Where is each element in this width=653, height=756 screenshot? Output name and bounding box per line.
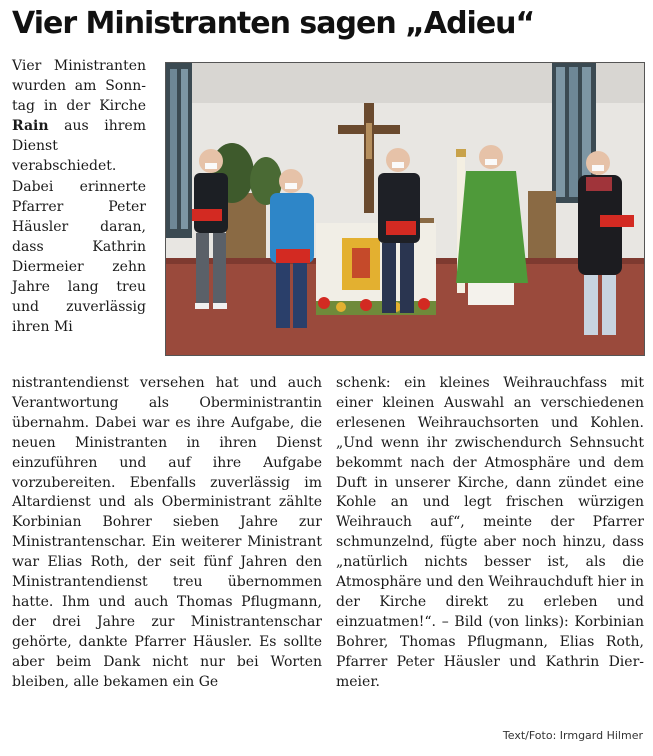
intro-text-start: Vier Ministranten wurden am Sonntag in der Kirche [12, 58, 146, 115]
church-window-left [166, 63, 192, 238]
article-column-right: schenk: ein kleines Weihrauchfass mit einer kleinen Auswahl an verschiedenen erlesenen Weihrauchsorten und Kohlen. „Und wenn ihr zwischendurch Sehnsucht bekommt nach der Atmosphäre und dem Duft in unserer Kirche, dann zündet eine Kohle an und legt frischen würzigen Weihrauch auf“, meinte der Pfarrer schmunzelnd, fügte aber noch hinzu, dass „natürlich nichts besser ist, als die Atmosphäre und den Weihrauchduft hier in der Kirche direkt zu erleben und einzuatmen!“. – Bild (von links): Korbinian Bohrer, Thomas Pflugmann, Elias Roth, Pfarrer Peter Häusler und Kathrin Diermeier. [336, 375, 644, 690]
article-headline: Vier Ministranten sagen „Adieu“ [12, 6, 535, 41]
intro-text-end: aus ihrem Dienst verabschiedet. Dabei erinnerte Pfarrer Peter Häusler daran, dass Kathrin Diermeier zehn Jahre lang treu und zuverlässig ihren Mi [12, 118, 146, 336]
article-photo [165, 62, 645, 356]
article-column-left: nistrantendienst versehen hat und auch Verantwortung als Oberministrantin übernahm. Dabei war es ihre Aufgabe, die neuen Ministranten in ihren Dienst einzuführen und auf ihre Aufgabe vorzubereiten. Ebenfalls zuverlässig im Altardienst und als Oberministrant zählte Korbinian Bohrer sieben Jahre zur Ministrantenschar. Ein weiterer Ministrant war Elias Roth, der seit fünf Jahren den Ministrantendienst treu übernommen hatte. Ihm und auch Thomas Pflugmann, der drei Jahre zur Ministrantenschar gehörte, dankte Pfarrer Häusler. Es sollte aber beim Dank nicht nur bei Worten bleiben, alle bekamen ein Ge [12, 375, 322, 690]
place-name: Rain [12, 118, 49, 135]
photo-credit: Text/Foto: Irmgard Hilmer [502, 729, 643, 742]
article-intro [12, 56, 146, 337]
